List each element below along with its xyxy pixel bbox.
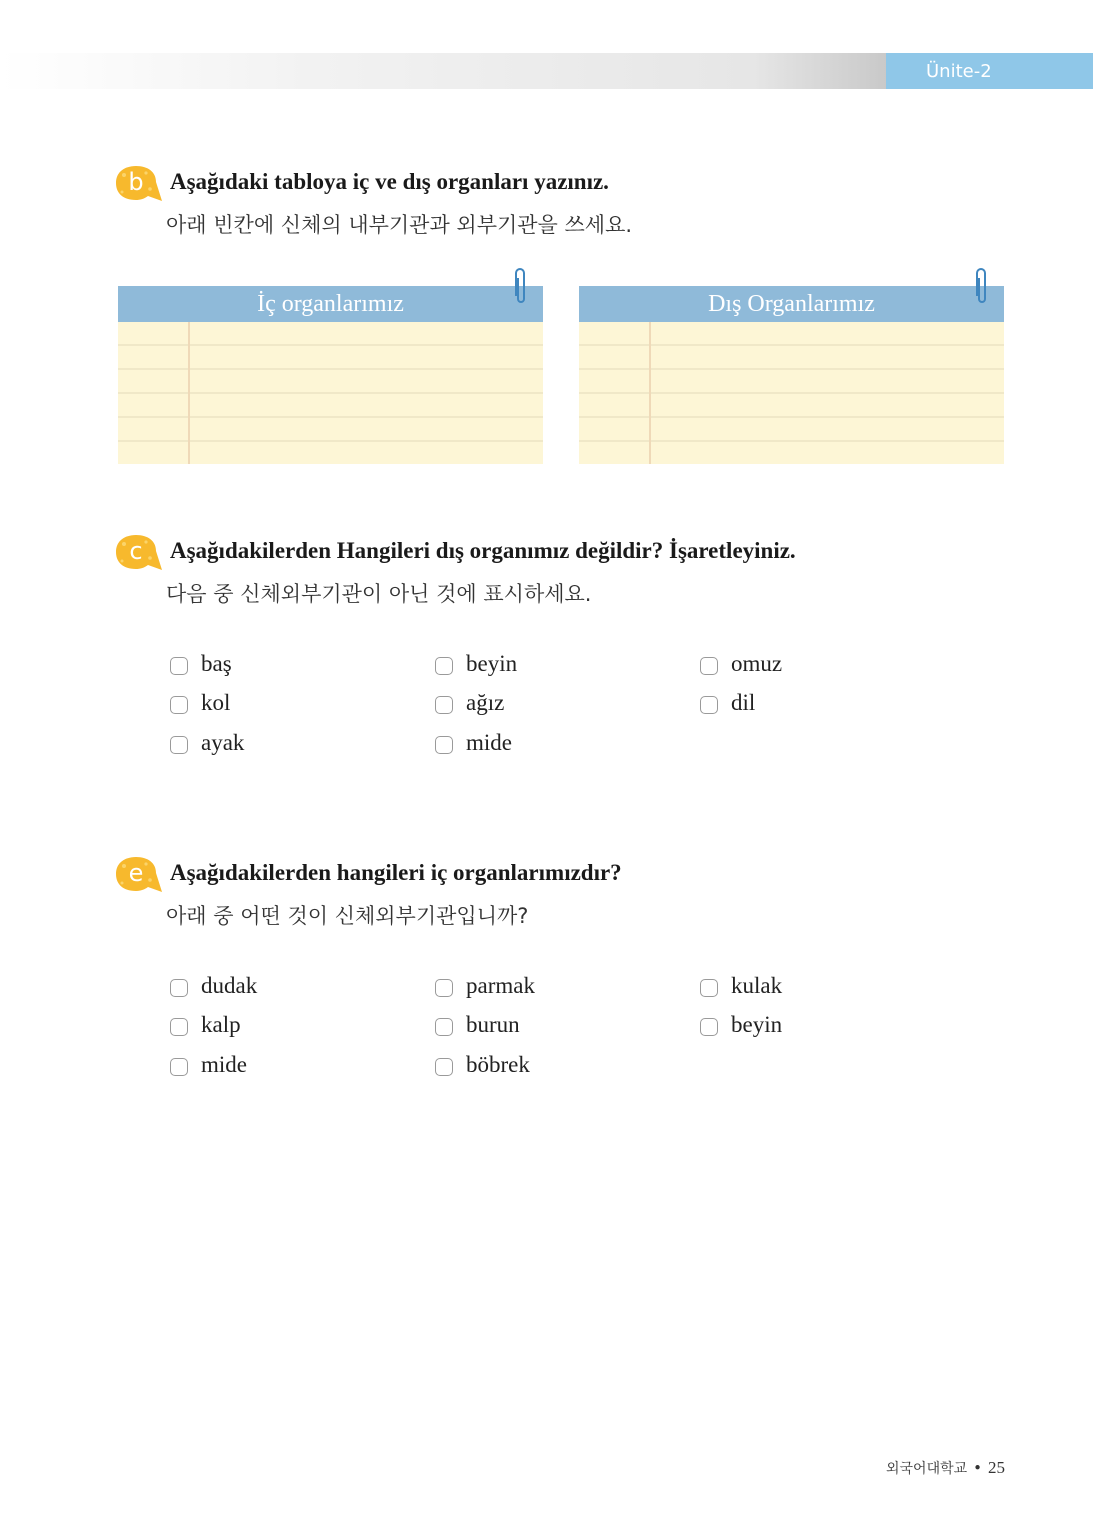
checkbox[interactable] bbox=[170, 1058, 188, 1076]
question-subtitle: 아래 빈칸에 신체의 내부기관과 외부기관을 쓰세요. bbox=[166, 213, 633, 237]
option-label: kol bbox=[201, 690, 231, 715]
checkbox[interactable] bbox=[435, 1058, 453, 1076]
checkbox[interactable] bbox=[700, 979, 718, 997]
page-number: 25 bbox=[988, 1458, 1006, 1477]
question-subtitle: 아래 중 어떤 것이 신체외부기관입니까? bbox=[166, 904, 529, 928]
section-letter: e bbox=[128, 859, 144, 887]
footer-separator: • bbox=[973, 1459, 983, 1477]
question-title: Aşağıdakilerden Hangileri dış organımız değildir? İşaretleyiniz. bbox=[170, 538, 796, 563]
checkbox[interactable] bbox=[170, 696, 188, 714]
checkbox[interactable] bbox=[170, 657, 188, 675]
option-label: ayak bbox=[201, 730, 245, 755]
question-subtitle: 다음 중 신체외부기관이 아닌 것에 표시하세요. bbox=[166, 582, 592, 606]
checkbox[interactable] bbox=[435, 657, 453, 675]
section-badge-e bbox=[112, 856, 162, 894]
option-label: böbrek bbox=[466, 1052, 530, 1077]
option-label: kulak bbox=[731, 973, 783, 998]
writing-area[interactable] bbox=[579, 322, 1004, 464]
header-band bbox=[0, 53, 886, 89]
checkbox[interactable] bbox=[700, 696, 718, 714]
card-title: Dış Organlarımız bbox=[579, 286, 1004, 322]
section-badge-c bbox=[112, 534, 162, 572]
option-label: baş bbox=[201, 651, 232, 676]
checkbox[interactable] bbox=[435, 736, 453, 754]
internal-organs-card bbox=[118, 286, 543, 464]
option-label: burun bbox=[466, 1012, 520, 1037]
question-title: Aşağıdaki tabloya iç ve dış organları yazınız. bbox=[170, 169, 609, 194]
checkbox[interactable] bbox=[700, 657, 718, 675]
paperclip-icon bbox=[513, 266, 527, 304]
checkbox[interactable] bbox=[170, 1018, 188, 1036]
option-label: omuz bbox=[731, 651, 783, 676]
checkbox[interactable] bbox=[170, 979, 188, 997]
page-footer bbox=[886, 1458, 1005, 1478]
paperclip-icon bbox=[974, 266, 988, 304]
question-title: Aşağıdakilerden hangileri iç organlarımızdır? bbox=[170, 860, 622, 885]
unit-label: Ünite-2 bbox=[886, 53, 1093, 89]
school-name: 외국어대학교 bbox=[886, 1461, 968, 1477]
option-label: mide bbox=[201, 1052, 247, 1077]
section-c bbox=[112, 534, 1032, 774]
option-label: dudak bbox=[201, 973, 258, 998]
writing-area[interactable] bbox=[118, 322, 543, 464]
option-label: beyin bbox=[466, 651, 518, 676]
section-letter: c bbox=[129, 537, 143, 565]
checkbox[interactable] bbox=[435, 696, 453, 714]
option-label: ağız bbox=[466, 690, 505, 715]
option-label: parmak bbox=[466, 973, 535, 998]
option-label: beyin bbox=[731, 1012, 783, 1037]
checkbox[interactable] bbox=[700, 1018, 718, 1036]
option-label: dil bbox=[731, 690, 756, 715]
option-label: kalp bbox=[201, 1012, 241, 1037]
section-letter: b bbox=[128, 168, 144, 196]
checkbox[interactable] bbox=[435, 1018, 453, 1036]
checkbox[interactable] bbox=[435, 979, 453, 997]
section-badge-b bbox=[112, 165, 162, 203]
card-title: İç organlarımız bbox=[118, 286, 543, 322]
external-organs-card bbox=[579, 286, 1004, 464]
option-label: mide bbox=[466, 730, 512, 755]
checkbox[interactable] bbox=[170, 736, 188, 754]
